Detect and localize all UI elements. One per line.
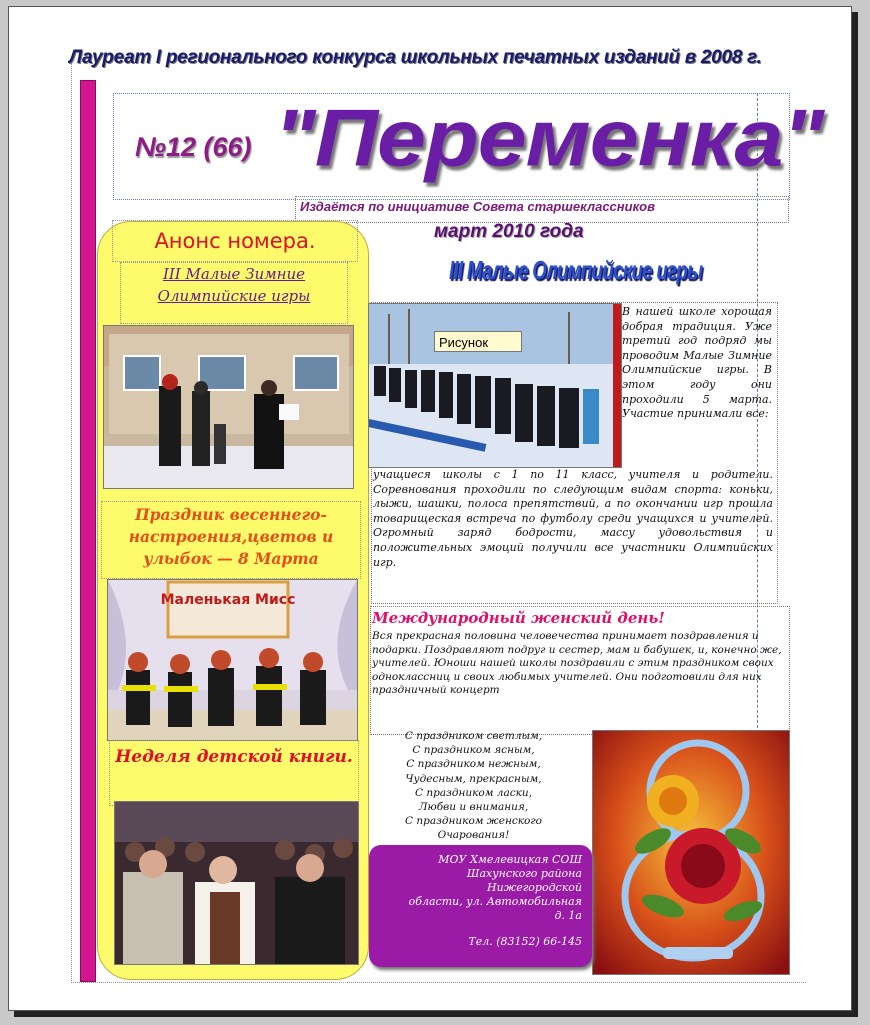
margin-guide-bottom <box>71 982 806 983</box>
olympics-teaser-text: III Малые Зимние Олимпийские игры <box>157 265 311 305</box>
poem-line: Очарования! <box>437 829 510 842</box>
address-box <box>369 845 592 967</box>
book-week-teaser: Неделя детской книги. <box>109 740 359 806</box>
address-line: МОУ Хмелевицкая СОШ <box>438 853 582 866</box>
newspaper-page <box>8 6 852 1011</box>
laureate-banner: Лауреат I регионального конкурса школьных печатных изданий в 2008 г. <box>69 47 762 68</box>
publisher-line: Издаётся по инициативе Совета старшеклассников <box>295 196 789 223</box>
poem-line: С праздником нежным, <box>406 758 541 771</box>
issue-number: №12 (66) <box>135 132 252 162</box>
little-miss-photo <box>107 579 358 741</box>
article-text-full: учащиеся школы с 1 по 11 класс, учителя и родители. Соревнования проходили по следующим видам спорта: коньки, лыжи, шашки, полоса препятствий, а по окончании игр прошла товарищеская встреча по футболу среди учащихся и учителей. Огромный заряд бодрости, массу удовольствия и положительных эмоций получили все участники Олимпийских игр. <box>373 468 773 569</box>
poem-line: С праздником женского <box>405 815 542 828</box>
audience-photo <box>114 801 359 965</box>
address-line: области, ул. Автомобильная <box>408 895 582 908</box>
banner-text: Маленькая Мисс <box>160 592 296 608</box>
pink-side-bar <box>80 80 96 982</box>
address-line: Шахунского района <box>466 867 582 880</box>
address-line: Нижегородской <box>487 881 582 894</box>
newspaper-title: "Переменка" <box>274 92 824 184</box>
poem-line: С праздником светлым, <box>404 730 543 742</box>
article-headline: III Малые Олимпийские игры <box>449 255 703 285</box>
issue-date: март 2010 года <box>434 221 584 242</box>
phone-number: Тел. (83152) 66-145 <box>468 935 582 948</box>
photo-caption: Рисунок <box>434 331 522 352</box>
article-text-side: В нашей школе хорошая добрая традиция. Уже третий год подряд мы проводим Малые Зимние Олимпийские игры. В этом году они проходили 5 марта. Участие принимали все: <box>622 305 772 421</box>
olympics-ceremony-photo <box>103 325 354 489</box>
olympics-teaser <box>120 262 348 324</box>
poem-line: Чудесным, прекрасным, <box>405 772 542 785</box>
margin-guide-left <box>71 63 72 983</box>
march-8-card-image <box>592 730 790 975</box>
holiday-teaser: Праздник весеннего-настроения,цветов и улыбок — 8 Марта <box>101 501 361 579</box>
olympics-crowd-photo <box>368 303 622 468</box>
poem-line: Любви и внимания, <box>418 801 529 814</box>
anons-heading: Анонс номера. <box>112 220 358 262</box>
womens-day-text: Вся прекрасная половина человечества принимает поздравления и подарки. Поздравляют подруг и сестер, мам и бабушек, и, конечно же, учителей. Юноши нашей школы поздравили с этим праздником своих одноклассниц и своих любимых учителей. Они подготовили для них праздничный концерт <box>372 630 782 696</box>
womens-day-title: Международный женский день! <box>372 609 665 627</box>
poem-line: С праздником ласки, <box>414 786 532 799</box>
address-line: д. 1а <box>554 909 582 922</box>
poem <box>371 729 576 843</box>
poem-line: С праздником ясным, <box>412 744 535 757</box>
